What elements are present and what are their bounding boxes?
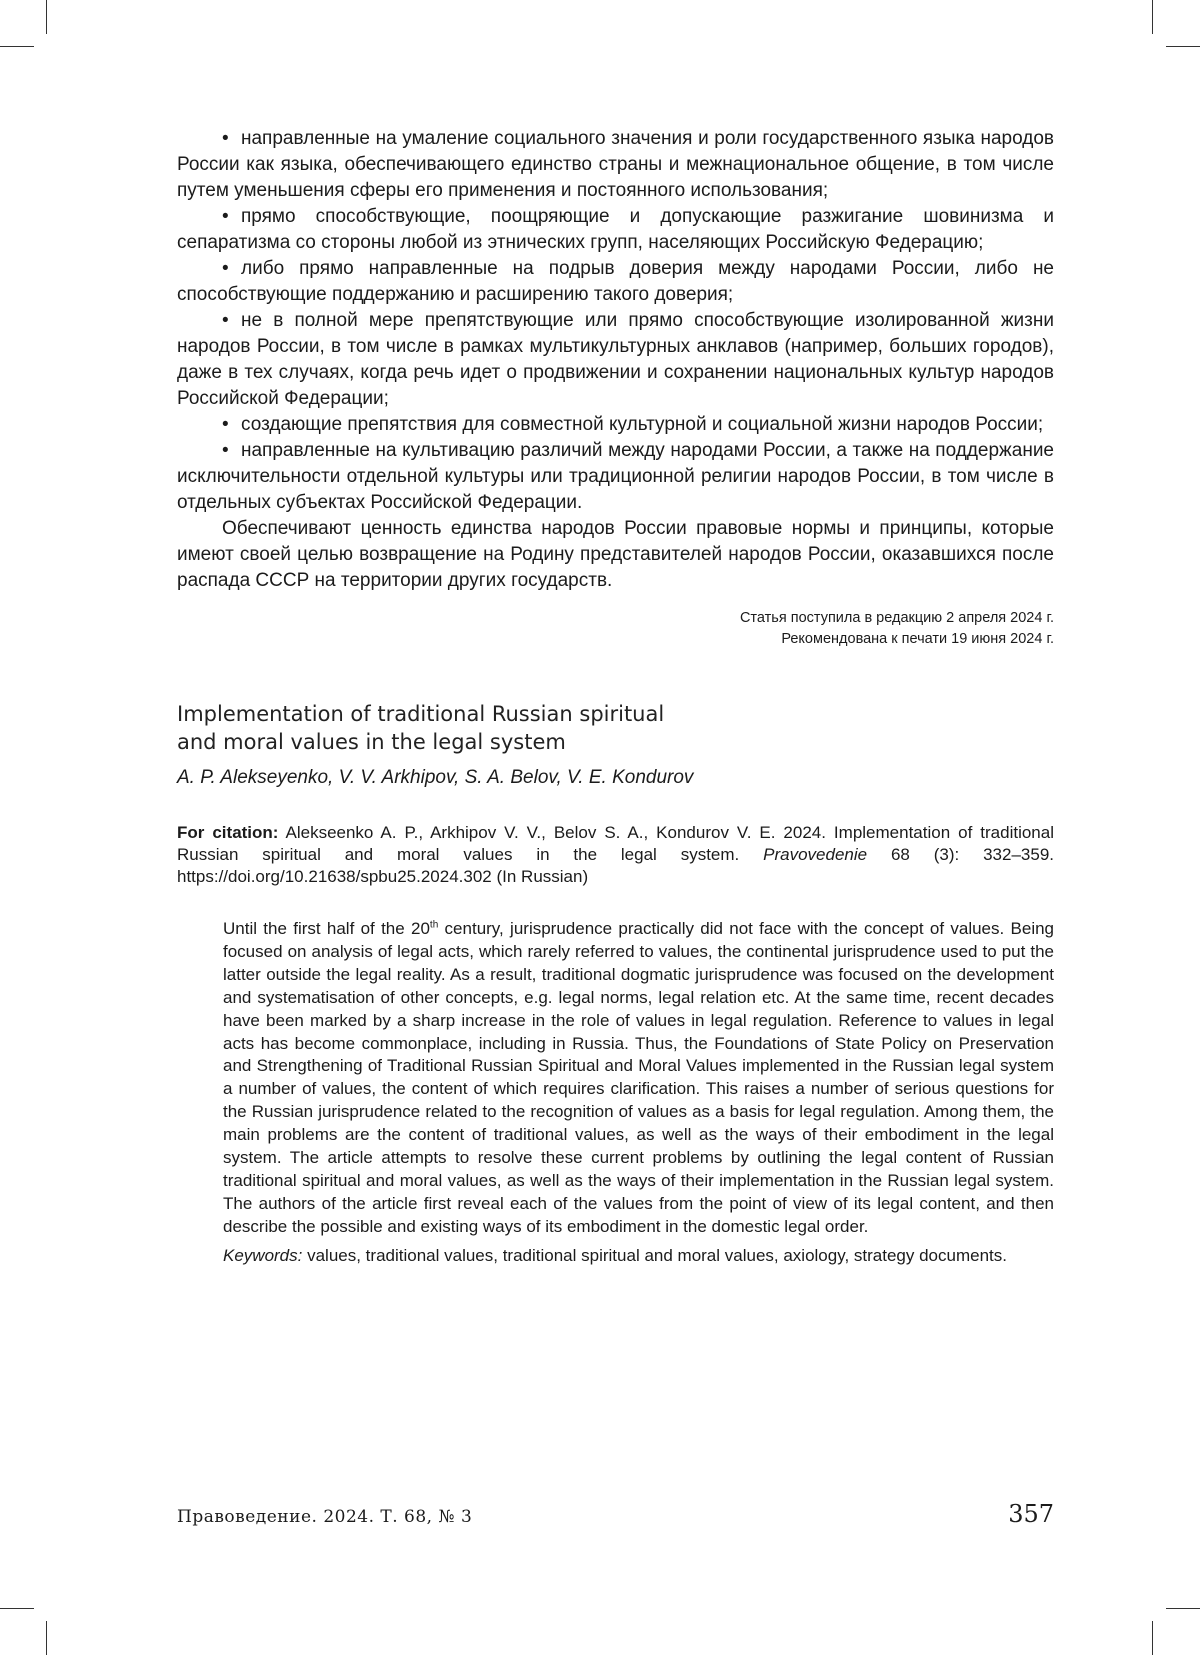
abstract-part: century, jurisprudence practically did not face with the concept of values. Being focused on analysis of legal acts, which rarely referred to values, the continental jurisprudence used to put the latter outside the legal reality. As a result, traditional dogmatic jurisprudence was focused on the development and systematisation of other concepts, e.g. legal norms, legal relation etc. At the same time, recent decades have been marked by a sharp increase in the role of values in legal regulation. Reference to values in legal acts has become commonplace, including in Russia. Thus, the Foundations of State Policy on Preservation and Strengthening of Traditional Russian Spiritual and Moral Values implemented in the Russian legal system a number of values, the content of which requires clarification. This raises a number of serious questions for the Russian jurisprudence related to the recognition of values as a basis for legal regulation. Among them, the main problems are the content of traditional values, as well as the ways of their embodiment in the legal system. The article attempts to resolve these current problems by outlining the legal content of Russian traditional spiritual and moral values, as well as the ways of their implementation in the Russian legal system. The authors of the article first reveal each of the values from the point of view of its legal content, and then describe the possible and existing ways of its embodiment in the domestic legal order.: [223, 919, 1054, 1236]
bullet-item: • не в полной мере препятствующие или прямо способствующие изолированной жизни народов России, в том числе в рамках мультикультурных анклавов (например, больших городов), даже в тех случаях, когда речь идет о продвижении и сохранении национальных культур народов Российской Федерации;: [177, 308, 1054, 412]
authors: A. P. Alekseyenko, V. V. Arkhipov, S. A. Belov, V. E. Kondurov: [177, 767, 694, 788]
bullet-item: • прямо способствующие, поощряющие и допускающие разжигание шовинизма и сепаратизма со стороны любой из этнических групп, населяющих Российскую Федерацию;: [177, 204, 1054, 256]
abstract-part: Until the first half of the 20: [223, 919, 430, 938]
crop-mark: [1166, 46, 1200, 47]
citation-text: Alekseenko A. P., Arkhipov V. V., Belov S. A., Kondurov V. E. 2024. Implementation of traditional Russian spiritual and moral values in the legal system.: [177, 823, 1054, 864]
crop-mark: [46, 0, 47, 34]
journal-reference: Правоведение. 2024. Т. 68, № 3: [177, 1507, 473, 1527]
submission-dates: [177, 608, 1054, 650]
received-date: Статья поступила в редакцию 2 апреля 2024 г.: [739, 610, 1054, 626]
citation-journal: Pravovedenie: [763, 845, 868, 864]
bullet-item: • либо прямо направленные на подрыв доверия между народами России, либо не способствующие поддержанию и расширению такого доверия;: [177, 256, 1054, 308]
crop-mark: [1152, 0, 1153, 34]
title-line: Implementation of traditional Russian spiritual: [177, 702, 665, 726]
crop-mark: [1152, 1621, 1153, 1655]
crop-mark: [1166, 1608, 1200, 1609]
citation-label: For citation:: [177, 823, 279, 842]
abstract: [223, 918, 1054, 1268]
keywords: [223, 1245, 1054, 1268]
english-title: [177, 700, 1054, 756]
page-footer: [177, 1500, 1054, 1528]
closing-paragraph: Обеспечивают ценность единства народов России правовые нормы и принципы, которые имеют своей целью возвращение на Родину представителей народов России, оказавшихся после распада СССР на территории других государств.: [177, 518, 1054, 591]
bullet-item: • направленные на культивацию различий между народами России, а также на поддержание исключительности отдельной культуры или традиционной религии народов России, в том числе в отдельных субъектах Российской Федерации.: [177, 438, 1054, 516]
page-content: [177, 126, 1054, 1268]
superscript: th: [429, 919, 439, 931]
recommended-date: Рекомендована к печати 19 июня 2024 г.: [781, 631, 1054, 647]
keywords-label: Keywords:: [223, 1245, 303, 1265]
citation-tail: 68 (3): 332–359. https://doi.org/10.21638/spbu25.2024.302 (In Russian): [177, 845, 1054, 886]
bullet-item: • создающие препятствия для совместной культурной и социальной жизни народов России;: [177, 412, 1054, 438]
crop-mark: [46, 1621, 47, 1655]
citation: [177, 822, 1054, 888]
crop-mark: [0, 1608, 34, 1609]
russian-section: [177, 126, 1054, 594]
page-number: 357: [1008, 1500, 1054, 1528]
abstract-text: [223, 918, 1054, 1239]
crop-mark: [0, 46, 34, 47]
keywords-text: values, traditional values, traditional spiritual and moral values, axiology, strategy documents.: [302, 1245, 1007, 1265]
bullet-item: • направленные на умаление социального значения и роли государственного языка народов России как языка, обеспечивающего единство страны и межнациональное общение, в том числе путем уменьшения сферы его применения и постоянного использования;: [177, 126, 1054, 204]
title-line: and moral values in the legal system: [177, 730, 566, 754]
